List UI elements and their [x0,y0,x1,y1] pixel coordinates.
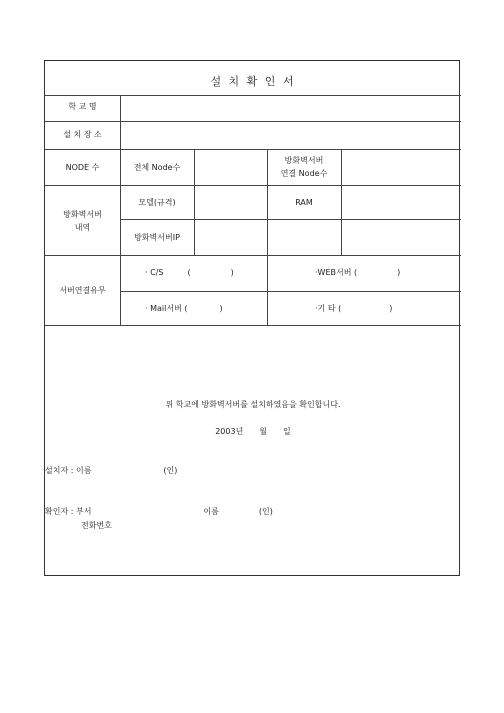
firewall-node-label-1: 방화벽서버 [284,156,324,165]
document-title: 설 치 확 인 서 [210,75,296,88]
firewall-ip-label: 방화벽서버IP [134,233,180,242]
divider [45,325,461,326]
divider [120,291,461,292]
server-connection-label: 서버연결유무 [59,286,106,295]
confirmation-statement: 위 학교에 방화벽서버를 설치하였음을 확인합니다. [165,400,341,409]
phone-label: 전화번호 [81,521,112,530]
divider [194,149,195,255]
location-label: 설 치 장 소 [63,130,102,139]
confirmer-line: 확인자 : 부서 이름 (인) [45,507,273,516]
divider [120,219,461,220]
divider [120,95,121,325]
installation-form [44,60,460,576]
web-server-option: ·WEB서버 ( ) [315,268,401,277]
divider [45,95,461,96]
school-name-label: 학 교 명 [68,102,97,111]
etc-option: ·기 타 ( ) [315,304,393,313]
firewall-detail-label-1: 방화벽서버 [63,210,102,219]
installer-line: 설치자 : 이름 (인) [45,466,178,475]
divider [45,185,461,186]
firewall-detail-label-2: 내역 [74,223,91,232]
node-count-label: NODE 수 [65,163,100,172]
divider [45,149,461,150]
divider [45,121,461,122]
firewall-node-label-2: 연결 Node수 [280,169,328,178]
model-label: 모델(규격) [138,198,176,207]
mail-server-option: · Mail서버 ( ) [145,304,223,313]
divider [341,149,342,255]
divider [45,255,461,256]
confirmation-date: 2003년 월 일 [215,427,291,436]
total-node-label: 전체 Node수 [133,163,181,172]
ram-label: RAM [295,198,313,207]
cs-option: · C/S ( ) [145,268,234,277]
